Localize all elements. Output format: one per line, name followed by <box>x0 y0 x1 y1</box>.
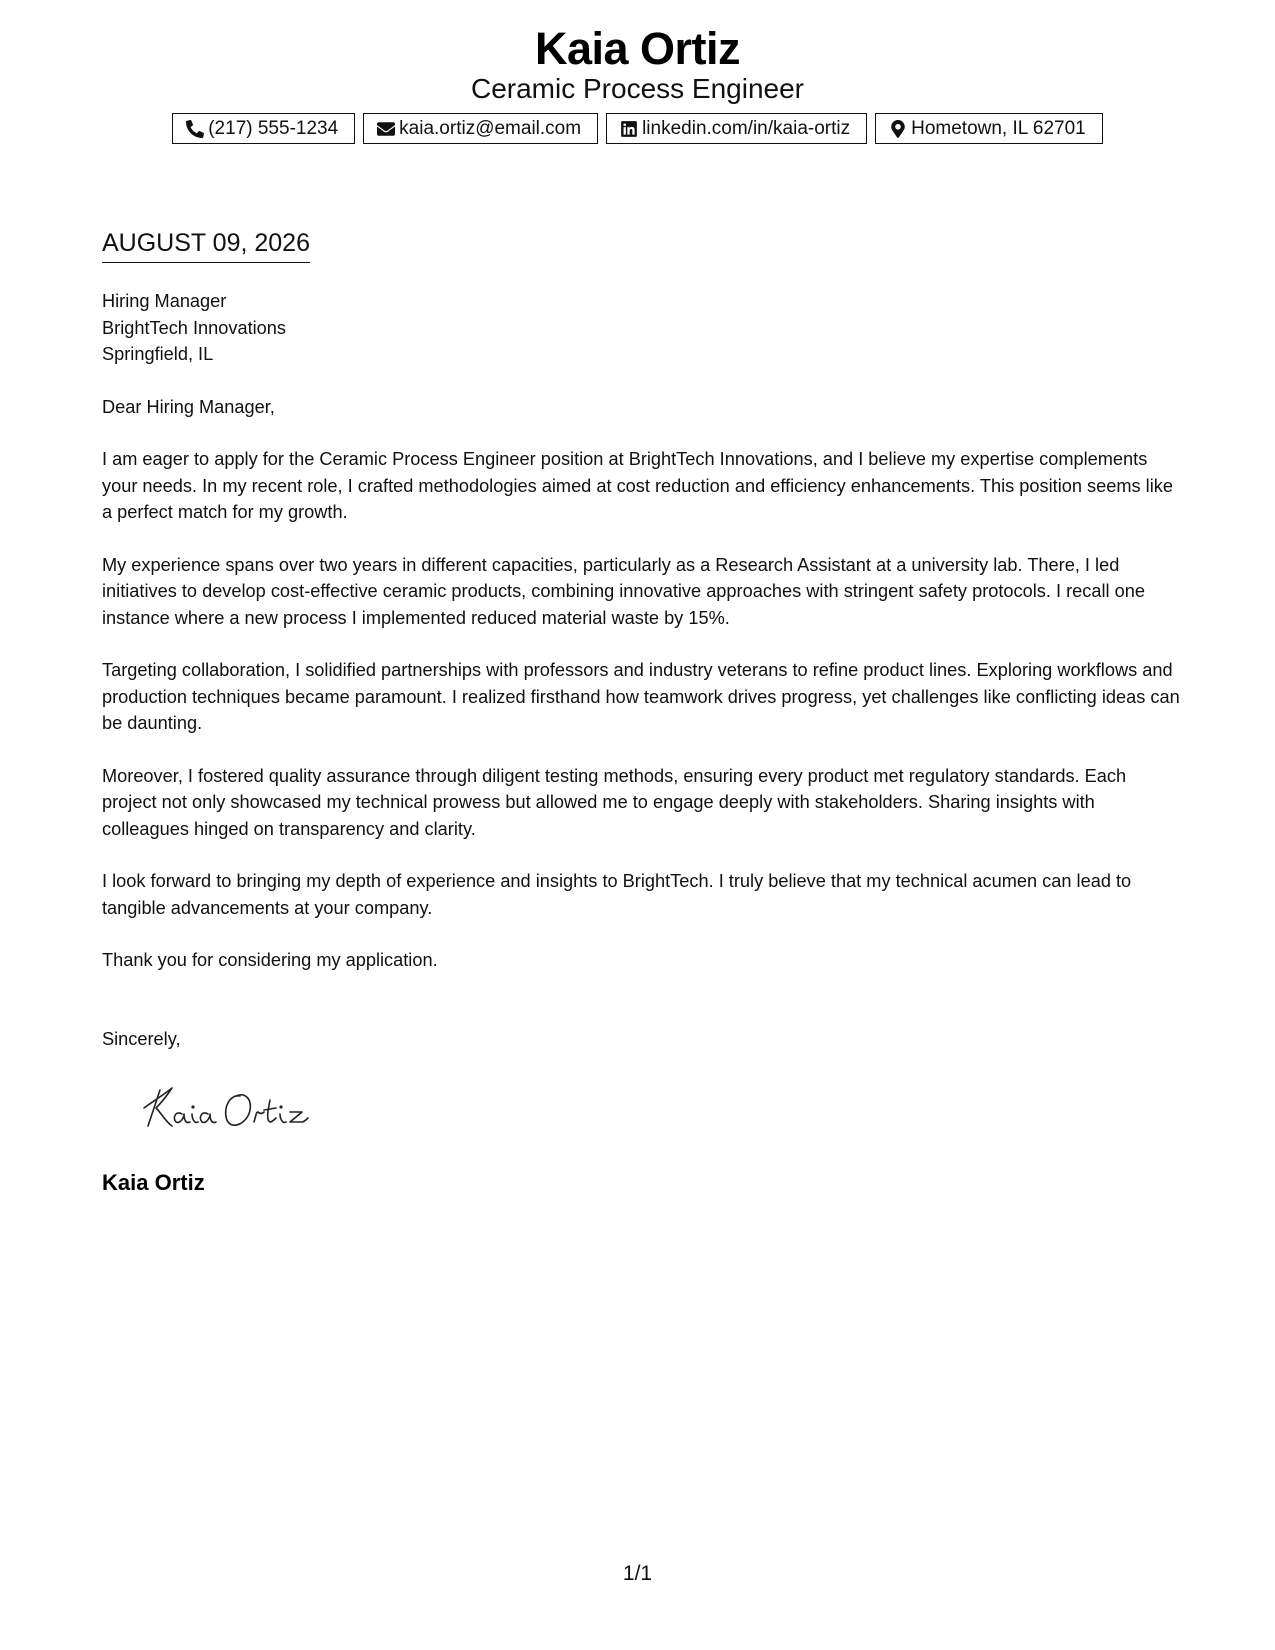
body-paragraph: I am eager to apply for the Ceramic Process Engineer position at BrightTech Innovations, and I believe my expertise complements your needs. In my recent role, I crafted methodologies aimed at cost reduction and efficiency enhancements. This position seems like a perfect match for my growth. <box>102 449 1173 522</box>
letter-header <box>0 22 1275 144</box>
body-paragraph: Thank you for considering my application. <box>102 950 438 970</box>
recipient-line: Springfield, IL <box>102 344 214 364</box>
salutation: Dear Hiring Manager, <box>102 396 275 417</box>
linkedin-icon <box>619 119 639 139</box>
signer-name: Kaia Ortiz <box>102 1170 205 1195</box>
contact-linkedin-text: linkedin.com/in/kaia-ortiz <box>642 117 851 139</box>
map-pin-icon <box>888 119 908 139</box>
page-number: 1/1 <box>622 1562 653 1585</box>
date-block <box>102 226 310 263</box>
contact-bar <box>0 113 1275 144</box>
contact-location-text: Hometown, IL 62701 <box>911 117 1086 139</box>
body-paragraph: My experience spans over two years in different capacities, particularly as a Research Assistant at a university lab. There, I led initiatives to develop cost-effective ceramic products, combining innovative approaches with stringent safety protocols. I recall one instance where a new process I implemented reduced material waste by 15%. <box>102 554 1145 628</box>
recipient-line: Hiring Manager <box>102 291 227 311</box>
letter-date: AUGUST 09, 2026 <box>102 226 310 263</box>
contact-phone-text: (217) 555-1234 <box>208 117 339 139</box>
body-paragraph: I look forward to bringing my depth of experience and insights to BrightTech. I truly believe that my technical acumen can lead to tangible advancements at your company. <box>102 871 1132 918</box>
applicant-job-title: Ceramic Process Engineer <box>470 73 805 104</box>
body-paragraph: Targeting collaboration, I solidified partnerships with professors and industry veterans to refine product lines. Exploring workflows and production techniques became paramount. I realized firsthand how teamwork drives progress, yet challenges like conflicting ideas can be daunting. <box>102 660 1180 733</box>
recipient-address <box>102 288 1182 368</box>
envelope-icon <box>376 119 396 139</box>
phone-icon <box>185 119 205 139</box>
handwritten-signature <box>142 1082 332 1132</box>
contact-phone[interactable] <box>172 113 355 144</box>
recipient-line: BrightTech Innovations <box>102 317 287 338</box>
contact-email-text: kaia.ortiz@email.com <box>399 117 582 139</box>
contact-email[interactable] <box>363 113 598 144</box>
contact-location <box>875 113 1103 144</box>
applicant-name: Kaia Ortiz <box>534 23 741 74</box>
closing: Sincerely, <box>102 1028 181 1049</box>
letter-body <box>102 288 1182 1052</box>
contact-linkedin[interactable] <box>606 113 867 144</box>
body-paragraph: Moreover, I fostered quality assurance through diligent testing methods, ensuring every product met regulatory standards. Each project not only showcased my technical prowess but allowed me to engage deeply with stakeholders. Sharing insights with colleagues hinged on transparency and clarity. <box>102 765 1127 839</box>
